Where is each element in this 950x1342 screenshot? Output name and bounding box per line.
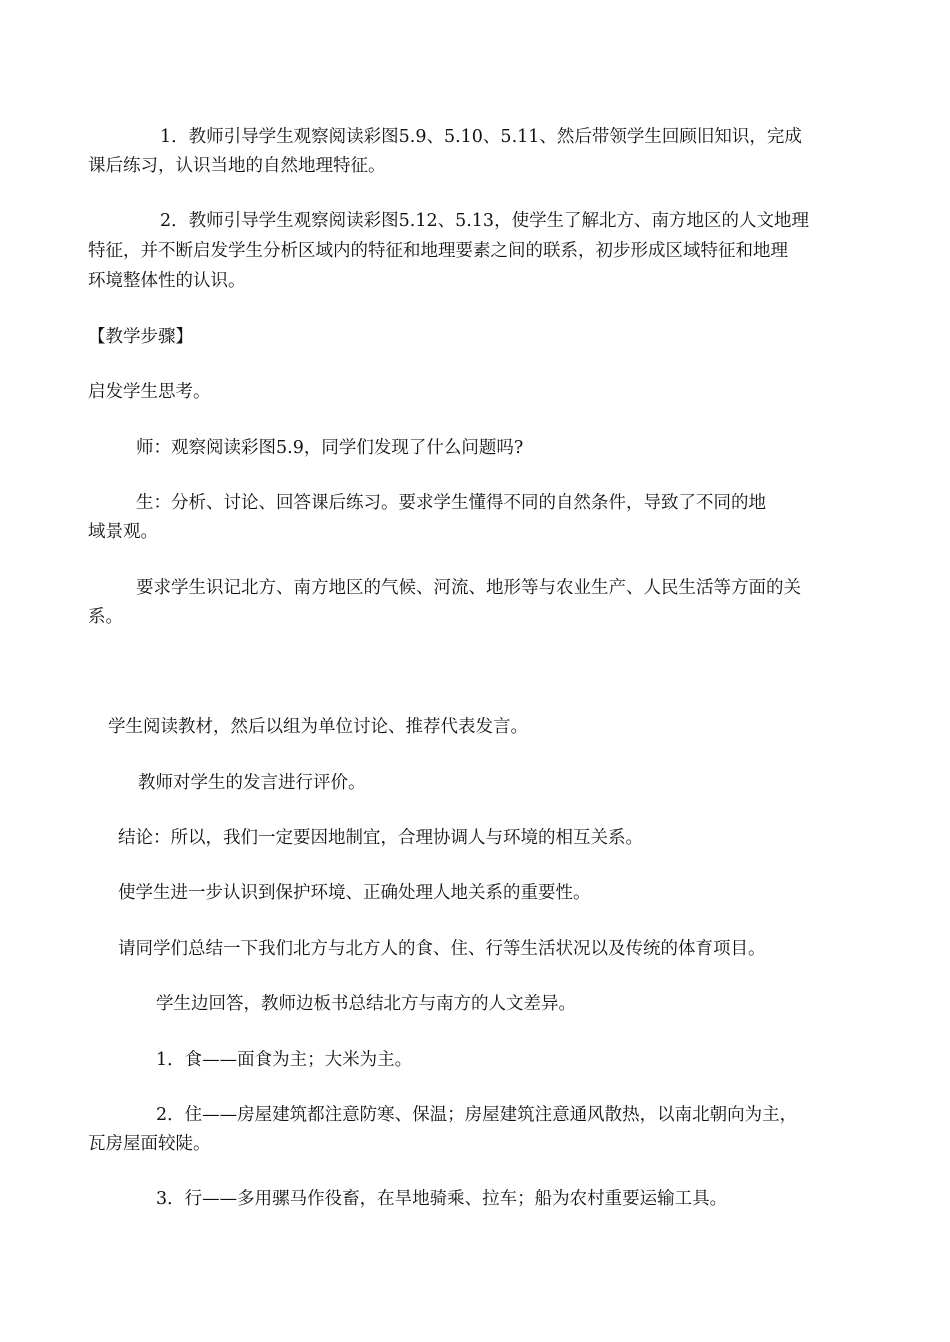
evaluation-text: 教师对学生的发言进行评价。 (138, 773, 366, 793)
paragraph-2-line-3: 环境整体性的认识。 (88, 271, 246, 291)
list-item-food: 1．食——面食为主；大米为主。 (156, 1050, 413, 1070)
student-answer-line-2: 域景观。 (88, 522, 158, 542)
teacher-question: 师：观察阅读彩图5.9，同学们发现了什么问题吗? (136, 438, 524, 458)
requirement-line-1: 要求学生识记北方、南方地区的气候、河流、地形等与农业生产、人民生活等方面的关 (136, 578, 801, 598)
paragraph-1-line-2: 课后练习，认识当地的自然地理特征。 (88, 156, 386, 176)
section-heading: 【教学步骤】 (88, 327, 193, 347)
paragraph-2-line-2: 特征，并不断启发学生分析区域内的特征和地理要素之间的联系，初步形成区域特征和地理 (88, 241, 788, 261)
summary-question: 请同学们总结一下我们北方与北方人的食、住、行等生活状况以及传统的体育项目。 (118, 939, 766, 959)
paragraph-1-line-1: 1．教师引导学生观察阅读彩图5.9、5.10、5.11、然后带领学生回顾旧知识，完成 (160, 127, 802, 147)
list-item-housing-line-1: 2．住——房屋建筑都注意防寒、保温；房屋建筑注意通风散热，以南北朝向为主， (156, 1105, 798, 1125)
read-discuss-text: 学生阅读教材，然后以组为单位讨论、推荐代表发言。 (108, 717, 528, 737)
board-summary-text: 学生边回答，教师边板书总结北方与南方的人文差异。 (156, 994, 576, 1014)
list-item-transport: 3．行——多用骡马作役畜，在旱地骑乘、拉车；船为农村重要运输工具。 (156, 1189, 728, 1209)
protect-environment-text: 使学生进一步认识到保护环境、正确处理人地关系的重要性。 (118, 883, 591, 903)
inspire-text: 启发学生思考。 (88, 382, 211, 402)
student-answer-line-1: 生：分析、讨论、回答课后练习。要求学生懂得不同的自然条件，导致了不同的地 (136, 493, 766, 513)
paragraph-2-line-1: 2．教师引导学生观察阅读彩图5.12、5.13，使学生了解北方、南方地区的人文地理 (160, 211, 810, 231)
requirement-line-2: 系。 (88, 607, 123, 627)
list-item-housing-line-2: 瓦房屋面较陡。 (88, 1134, 211, 1154)
conclusion-text: 结论：所以，我们一定要因地制宜，合理协调人与环境的相互关系。 (118, 828, 643, 848)
